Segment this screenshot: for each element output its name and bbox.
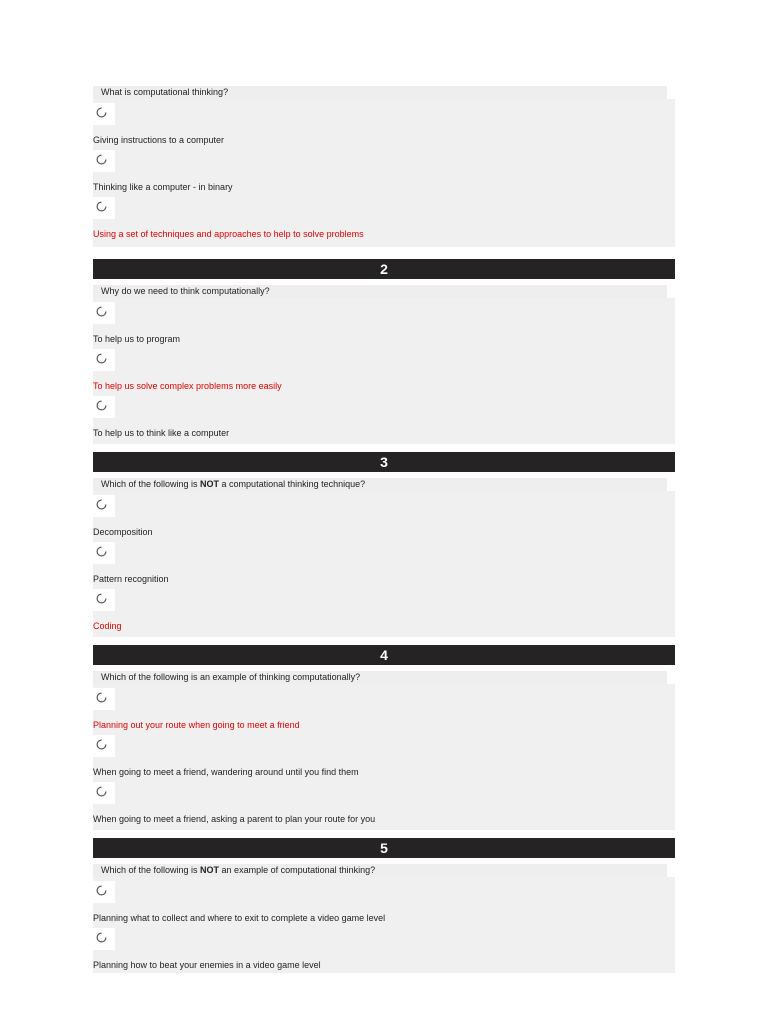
radio-button-icon[interactable] bbox=[96, 201, 107, 212]
answer-option[interactable] bbox=[93, 684, 675, 731]
answer-list bbox=[93, 877, 675, 973]
question-text: Which of the following is an example of thinking computationally? bbox=[101, 672, 361, 682]
answer-label: Planning what to collect and where to exit to complete a video game level bbox=[93, 913, 386, 923]
answer-option[interactable] bbox=[93, 491, 675, 538]
radio-button-icon[interactable] bbox=[96, 692, 107, 703]
question-text: Which of the following is NOT a computational thinking technique? bbox=[101, 479, 366, 489]
answer-option[interactable] bbox=[93, 877, 675, 924]
radio-button-icon[interactable] bbox=[96, 499, 107, 510]
question-number-bar: 2 bbox=[93, 259, 675, 279]
question-number-bar: 3 bbox=[93, 452, 675, 472]
answer-option[interactable] bbox=[93, 99, 675, 146]
answer-label: Planning how to beat your enemies in a video game level bbox=[93, 960, 321, 970]
answer-option[interactable] bbox=[93, 731, 675, 778]
answer-option[interactable] bbox=[93, 146, 675, 193]
question-text: What is computational thinking? bbox=[101, 87, 229, 97]
answer-list bbox=[93, 99, 675, 247]
radio-button-icon[interactable] bbox=[96, 400, 107, 411]
answer-label: Giving instructions to a computer bbox=[93, 135, 225, 145]
radio-button-icon[interactable] bbox=[96, 353, 107, 364]
question-row bbox=[93, 671, 675, 684]
answer-option[interactable] bbox=[93, 193, 675, 240]
question-block-3 bbox=[93, 452, 675, 637]
question-block-1 bbox=[93, 86, 675, 247]
answer-label: To help us to think like a computer bbox=[93, 428, 230, 438]
answer-label-correct: To help us solve complex problems more easily bbox=[93, 381, 282, 391]
answer-option[interactable] bbox=[93, 778, 675, 825]
radio-button-icon[interactable] bbox=[96, 306, 107, 317]
radio-button-icon[interactable] bbox=[96, 739, 107, 750]
question-number-bar: 4 bbox=[93, 645, 675, 665]
answer-list bbox=[93, 298, 675, 444]
question-number-bar: 5 bbox=[93, 838, 675, 858]
answer-option[interactable] bbox=[93, 392, 675, 439]
answer-label: To help us to program bbox=[93, 334, 181, 344]
answer-label: When going to meet a friend, asking a parent to plan your route for you bbox=[93, 814, 376, 824]
question-block-5 bbox=[93, 838, 675, 973]
radio-button-icon[interactable] bbox=[96, 546, 107, 557]
radio-button-icon[interactable] bbox=[96, 154, 107, 165]
radio-button-icon[interactable] bbox=[96, 786, 107, 797]
answer-label-correct: Coding bbox=[93, 621, 122, 631]
question-row bbox=[93, 285, 675, 298]
question-row bbox=[93, 864, 675, 877]
answer-option[interactable] bbox=[93, 924, 675, 971]
answer-label: Pattern recognition bbox=[93, 574, 169, 584]
question-block-2 bbox=[93, 259, 675, 444]
radio-button-icon[interactable] bbox=[96, 885, 107, 896]
radio-button-icon[interactable] bbox=[96, 593, 107, 604]
question-row bbox=[93, 86, 675, 99]
answer-label: Decomposition bbox=[93, 527, 153, 537]
answer-label: When going to meet a friend, wandering around until you find them bbox=[93, 767, 359, 777]
question-text: Why do we need to think computationally? bbox=[101, 286, 270, 296]
question-row bbox=[93, 478, 675, 491]
answer-label-correct: Using a set of techniques and approaches to help to solve problems bbox=[93, 229, 364, 239]
answer-option[interactable] bbox=[93, 538, 675, 585]
quiz-page bbox=[93, 86, 675, 973]
radio-button-icon[interactable] bbox=[96, 932, 107, 943]
answer-option[interactable] bbox=[93, 345, 675, 392]
answer-label-correct: Planning out your route when going to meet a friend bbox=[93, 720, 300, 730]
answer-option[interactable] bbox=[93, 585, 675, 632]
question-text: Which of the following is NOT an example of computational thinking? bbox=[101, 865, 376, 875]
answer-list bbox=[93, 491, 675, 637]
question-block-4 bbox=[93, 645, 675, 830]
answer-option[interactable] bbox=[93, 298, 675, 345]
answer-label: Thinking like a computer - in binary bbox=[93, 182, 233, 192]
radio-button-icon[interactable] bbox=[96, 107, 107, 118]
answer-list bbox=[93, 684, 675, 830]
